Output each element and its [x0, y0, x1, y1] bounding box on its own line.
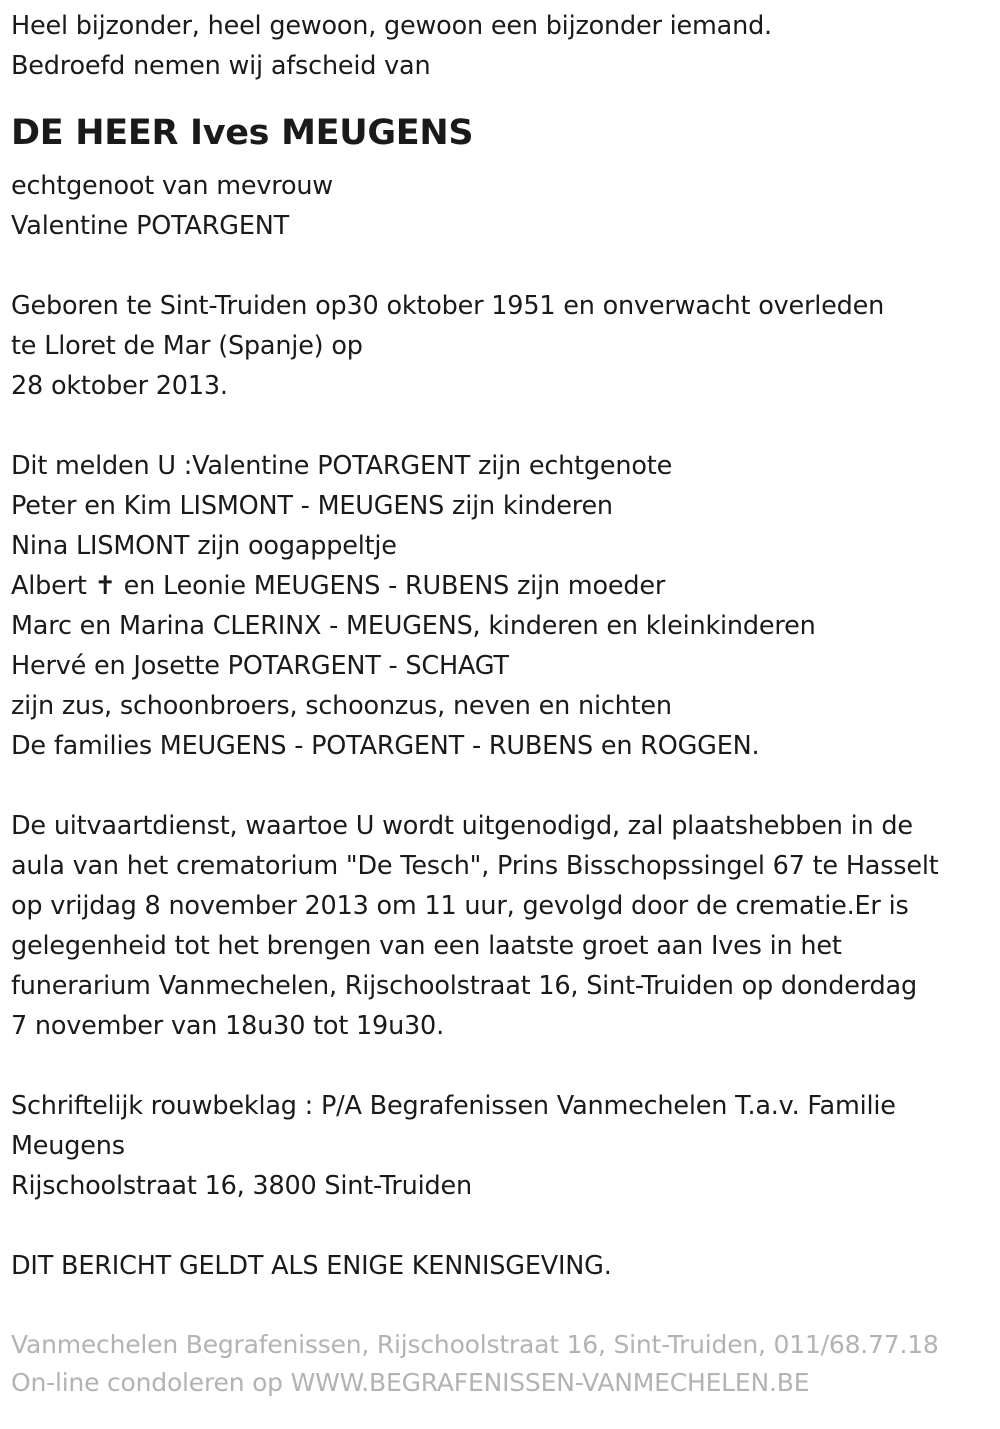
birth-death-line-3: 28 oktober 2013.: [11, 371, 228, 401]
footer-line-2: On-line condoleren op WWW.BEGRAFENISSEN-VANMECHELEN.BE: [11, 1368, 810, 1397]
obituary-document: [11, 6, 991, 1402]
service-line: funerarium Vanmechelen, Rijschoolstraat 16, Sint-Truiden op donderdag: [11, 971, 917, 1001]
family-line: Nina LISMONT zijn oogappeltje: [11, 531, 397, 561]
service-line: aula van het crematorium "De Tesch", Prins Bisschopssingel 67 te Hasselt: [11, 851, 939, 881]
family-line: De families MEUGENS - POTARGENT - RUBENS en ROGGEN.: [11, 731, 760, 761]
condolence-line-2: Meugens: [11, 1131, 125, 1161]
birth-death-line-2: te Lloret de Mar (Spanje) op: [11, 331, 363, 361]
intro-line-2: Bedroefd nemen wij afscheid van: [11, 51, 431, 81]
service-line: gelegenheid tot het brengen van een laatste groet aan Ives in het: [11, 931, 842, 961]
family-line: zijn zus, schoonbroers, schoonzus, neven en nichten: [11, 691, 672, 721]
family-line: Peter en Kim LISMONT - MEUGENS zijn kinderen: [11, 491, 613, 521]
intro-line-1: Heel bijzonder, heel gewoon, gewoon een bijzonder iemand.: [11, 11, 772, 41]
service-line: 7 november van 18u30 tot 19u30.: [11, 1011, 444, 1041]
service-line: op vrijdag 8 november 2013 om 11 uur, gevolgd door de crematie.Er is: [11, 891, 909, 921]
condolence-line-3: Rijschoolstraat 16, 3800 Sint-Truiden: [11, 1171, 472, 1201]
footer-line-1: Vanmechelen Begrafenissen, Rijschoolstraat 16, Sint-Truiden, 011/68.77.18: [11, 1330, 939, 1359]
spouse-line-2: Valentine POTARGENT: [11, 211, 289, 241]
condolence-line-1: Schriftelijk rouwbeklag : P/A Begrafenissen Vanmechelen T.a.v. Familie: [11, 1091, 896, 1121]
footer: [11, 1326, 991, 1402]
spouse-line-1: echtgenoot van mevrouw: [11, 171, 333, 201]
family-line: Marc en Marina CLERINX - MEUGENS, kinderen en kleinkinderen: [11, 611, 816, 641]
service-details: [11, 806, 991, 1046]
family-line: Hervé en Josette POTARGENT - SCHAGT: [11, 651, 509, 681]
service-line: De uitvaartdienst, waartoe U wordt uitgenodigd, zal plaatshebben in de: [11, 811, 913, 841]
notice-line: DIT BERICHT GELDT ALS ENIGE KENNISGEVING.: [11, 1251, 612, 1281]
deceased-name: DE HEER Ives MEUGENS: [11, 113, 474, 153]
birth-death-line-1: Geboren te Sint-Truiden op30 oktober 1951 en onverwacht overleden: [11, 291, 885, 321]
family-line: Dit melden U :Valentine POTARGENT zijn echtgenote: [11, 451, 673, 481]
family-line: Albert ✝ en Leonie MEUGENS - RUBENS zijn moeder: [11, 571, 666, 601]
family-list: [11, 446, 991, 766]
